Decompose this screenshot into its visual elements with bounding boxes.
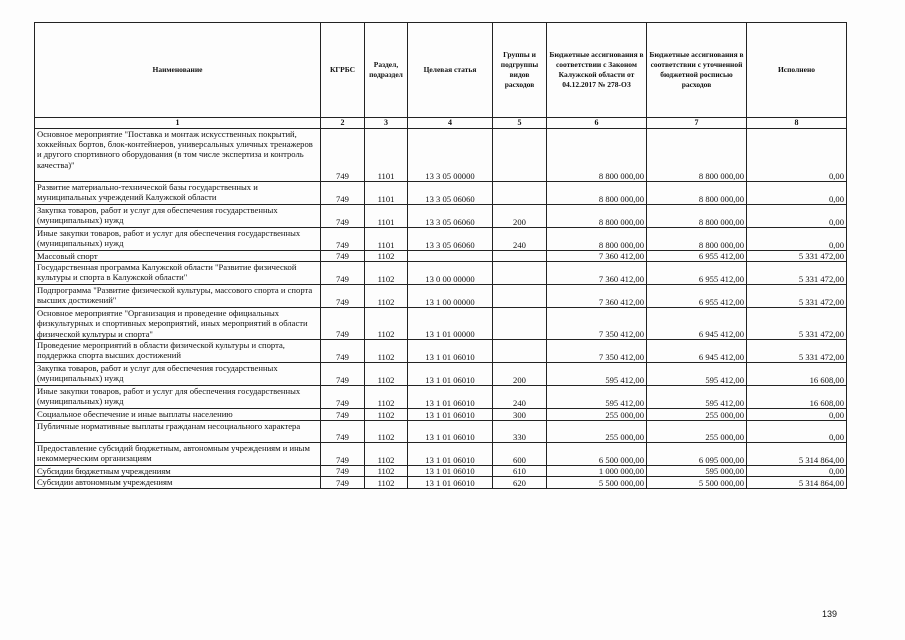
table-row (35, 363, 847, 386)
cell-target: 13 3 05 06060 (408, 228, 493, 251)
cell-law: 255 000,00 (547, 409, 647, 421)
cell-kgrbs: 749 (321, 205, 365, 228)
cell-done: 16 608,00 (747, 386, 847, 409)
cell-kgrbs: 749 (321, 421, 365, 443)
cell-kgrbs: 749 (321, 340, 365, 363)
header-law: Бюджетные ассигнования в соответствии с Законом Калужской области от 04.12.2017 № 278-ОЗ (547, 23, 647, 118)
cell-target: 13 1 00 00000 (408, 285, 493, 308)
cell-target: 13 1 01 06010 (408, 363, 493, 386)
table-row (35, 308, 847, 340)
cell-done: 16 608,00 (747, 363, 847, 386)
cell-target: 13 1 01 06010 (408, 477, 493, 489)
cell-name: Предоставление субсидий бюджетным, автономным учреждениям и иным некоммерческим организациям (35, 443, 321, 466)
cell-law: 595 412,00 (547, 363, 647, 386)
table-row (35, 466, 847, 477)
cell-rospis: 8 800 000,00 (647, 205, 747, 228)
cell-name: Подпрограмма "Развитие физической культуры, массового спорта и спорта высших достижений" (35, 285, 321, 308)
cell-rospis: 595 412,00 (647, 363, 747, 386)
cell-kgrbs: 749 (321, 182, 365, 205)
cell-razdel: 1102 (365, 443, 408, 466)
cell-razdel: 1102 (365, 386, 408, 409)
column-number-row (35, 118, 847, 129)
cell-rospis: 5 500 000,00 (647, 477, 747, 489)
cell-name: Основное мероприятие "Организация и проведение официальных физкультурных и спортивных мероприятий, иных мероприятий в области физической культуры и спорта" (35, 308, 321, 340)
cell-name: Иные закупки товаров, работ и услуг для обеспечения государственных (муниципальных) нужд (35, 228, 321, 251)
cell-group (493, 262, 547, 285)
cell-law: 7 350 412,00 (547, 340, 647, 363)
cell-law: 8 800 000,00 (547, 205, 647, 228)
cell-name: Субсидии автономным учреждениям (35, 477, 321, 489)
cell-law: 255 000,00 (547, 421, 647, 443)
cell-kgrbs: 749 (321, 129, 365, 182)
cell-target: 13 1 01 06010 (408, 421, 493, 443)
cell-name: Проведение мероприятий в области физической культуры и спорта, поддержка спорта высших достижений (35, 340, 321, 363)
cell-kgrbs: 749 (321, 228, 365, 251)
cell-target: 13 1 01 00000 (408, 308, 493, 340)
header-groups: Группы и подгруппы видов расходов (493, 23, 547, 118)
cell-kgrbs: 749 (321, 363, 365, 386)
cell-target: 13 3 05 06060 (408, 182, 493, 205)
cell-law: 1 000 000,00 (547, 466, 647, 477)
cell-law: 595 412,00 (547, 386, 647, 409)
table-row (35, 228, 847, 251)
cell-group: 600 (493, 443, 547, 466)
cell-rospis: 6 955 412,00 (647, 251, 747, 262)
cell-group: 330 (493, 421, 547, 443)
table-row (35, 443, 847, 466)
cell-target: 13 0 00 00000 (408, 262, 493, 285)
cell-group: 300 (493, 409, 547, 421)
col-number: 5 (493, 118, 547, 129)
cell-group (493, 129, 547, 182)
cell-razdel: 1102 (365, 262, 408, 285)
cell-done: 0,00 (747, 205, 847, 228)
header-name: Наименование (35, 23, 321, 118)
cell-razdel: 1102 (365, 251, 408, 262)
page-number: 139 (822, 609, 838, 619)
cell-kgrbs: 749 (321, 466, 365, 477)
cell-razdel: 1101 (365, 182, 408, 205)
cell-done: 5 331 472,00 (747, 308, 847, 340)
cell-name: Государственная программа Калужской области "Развитие физической культуры и спорта в Калужской области" (35, 262, 321, 285)
cell-kgrbs: 749 (321, 477, 365, 489)
cell-name: Публичные нормативные выплаты гражданам несоциального характера (35, 421, 321, 443)
cell-razdel: 1101 (365, 205, 408, 228)
cell-law: 7 360 412,00 (547, 251, 647, 262)
cell-razdel: 1102 (365, 409, 408, 421)
table-row (35, 129, 847, 182)
table-row (35, 421, 847, 443)
cell-group: 240 (493, 228, 547, 251)
cell-law: 8 800 000,00 (547, 129, 647, 182)
cell-name: Субсидии бюджетным учреждениям (35, 466, 321, 477)
cell-kgrbs: 749 (321, 386, 365, 409)
cell-rospis: 8 800 000,00 (647, 182, 747, 205)
cell-razdel: 1102 (365, 308, 408, 340)
cell-group (493, 285, 547, 308)
cell-law: 5 500 000,00 (547, 477, 647, 489)
cell-name: Массовый спорт (35, 251, 321, 262)
cell-rospis: 6 095 000,00 (647, 443, 747, 466)
cell-done: 5 331 472,00 (747, 262, 847, 285)
cell-rospis: 6 955 412,00 (647, 262, 747, 285)
table-row (35, 409, 847, 421)
col-number: 1 (35, 118, 321, 129)
cell-rospis: 6 945 412,00 (647, 340, 747, 363)
cell-target: 13 1 01 06010 (408, 443, 493, 466)
cell-rospis: 255 000,00 (647, 421, 747, 443)
table-row (35, 340, 847, 363)
cell-kgrbs: 749 (321, 251, 365, 262)
cell-target: 13 3 05 00000 (408, 129, 493, 182)
cell-rospis: 8 800 000,00 (647, 228, 747, 251)
header-target: Целевая статья (408, 23, 493, 118)
cell-rospis: 6 945 412,00 (647, 308, 747, 340)
cell-name: Социальное обеспечение и иные выплаты населению (35, 409, 321, 421)
cell-kgrbs: 749 (321, 262, 365, 285)
cell-rospis: 8 800 000,00 (647, 129, 747, 182)
cell-done: 0,00 (747, 129, 847, 182)
cell-rospis: 6 955 412,00 (647, 285, 747, 308)
table-row (35, 251, 847, 262)
header-row (35, 23, 847, 118)
cell-target (408, 251, 493, 262)
cell-rospis: 595 000,00 (647, 466, 747, 477)
cell-kgrbs: 749 (321, 308, 365, 340)
cell-law: 8 800 000,00 (547, 182, 647, 205)
cell-done: 5 331 472,00 (747, 340, 847, 363)
col-number: 8 (747, 118, 847, 129)
col-number: 2 (321, 118, 365, 129)
cell-razdel: 1102 (365, 421, 408, 443)
cell-razdel: 1102 (365, 477, 408, 489)
cell-target: 13 3 05 06060 (408, 205, 493, 228)
budget-table (34, 22, 847, 489)
cell-target: 13 1 01 06010 (408, 340, 493, 363)
cell-razdel: 1102 (365, 285, 408, 308)
cell-law: 7 350 412,00 (547, 308, 647, 340)
cell-group (493, 251, 547, 262)
cell-razdel: 1102 (365, 466, 408, 477)
cell-law: 7 360 412,00 (547, 262, 647, 285)
cell-law: 8 800 000,00 (547, 228, 647, 251)
header-razdel: Раздел, подраздел (365, 23, 408, 118)
cell-done: 0,00 (747, 182, 847, 205)
cell-razdel: 1101 (365, 228, 408, 251)
cell-group (493, 182, 547, 205)
cell-law: 6 500 000,00 (547, 443, 647, 466)
cell-target: 13 1 01 06010 (408, 386, 493, 409)
cell-razdel: 1102 (365, 363, 408, 386)
col-number: 7 (647, 118, 747, 129)
cell-done: 0,00 (747, 466, 847, 477)
cell-kgrbs: 749 (321, 409, 365, 421)
cell-target: 13 1 01 06010 (408, 466, 493, 477)
table-body (35, 129, 847, 489)
cell-group: 200 (493, 363, 547, 386)
cell-done: 5 314 864,00 (747, 477, 847, 489)
table-row (35, 182, 847, 205)
cell-done: 5 331 472,00 (747, 285, 847, 308)
cell-kgrbs: 749 (321, 285, 365, 308)
cell-group: 240 (493, 386, 547, 409)
cell-group (493, 340, 547, 363)
header-kgrbs: КГРБС (321, 23, 365, 118)
cell-razdel: 1102 (365, 340, 408, 363)
cell-name: Основное мероприятие "Поставка и монтаж искусственных покрытий, хоккейных бортов, блок-контейнеров, универсальных уличных тренажеров и другого спортивного оборудования (в том числе экспертиза и контроль качества)" (35, 129, 321, 182)
table-row (35, 205, 847, 228)
cell-done: 5 314 864,00 (747, 443, 847, 466)
cell-name: Закупка товаров, работ и услуг для обеспечения государственных (муниципальных) нужд (35, 363, 321, 386)
cell-target: 13 1 01 06010 (408, 409, 493, 421)
cell-razdel: 1101 (365, 129, 408, 182)
cell-done: 0,00 (747, 421, 847, 443)
cell-done: 0,00 (747, 228, 847, 251)
cell-kgrbs: 749 (321, 443, 365, 466)
table-row (35, 477, 847, 489)
cell-group (493, 308, 547, 340)
cell-done: 5 331 472,00 (747, 251, 847, 262)
cell-law: 7 360 412,00 (547, 285, 647, 308)
cell-group: 610 (493, 466, 547, 477)
cell-name: Закупка товаров, работ и услуг для обеспечения государственных (муниципальных) нужд (35, 205, 321, 228)
col-number: 6 (547, 118, 647, 129)
table-row (35, 285, 847, 308)
table-row (35, 262, 847, 285)
header-rospis: Бюджетные ассигнования в соответствии с уточненной бюджетной росписью расходов (647, 23, 747, 118)
table-row (35, 386, 847, 409)
cell-done: 0,00 (747, 409, 847, 421)
cell-rospis: 595 412,00 (647, 386, 747, 409)
col-number: 3 (365, 118, 408, 129)
header-done: Исполнено (747, 23, 847, 118)
cell-name: Иные закупки товаров, работ и услуг для обеспечения государственных (муниципальных) нужд (35, 386, 321, 409)
cell-name: Развитие материально-технической базы государственных и муниципальных учреждений Калужской области (35, 182, 321, 205)
col-number: 4 (408, 118, 493, 129)
cell-group: 620 (493, 477, 547, 489)
cell-group: 200 (493, 205, 547, 228)
cell-rospis: 255 000,00 (647, 409, 747, 421)
